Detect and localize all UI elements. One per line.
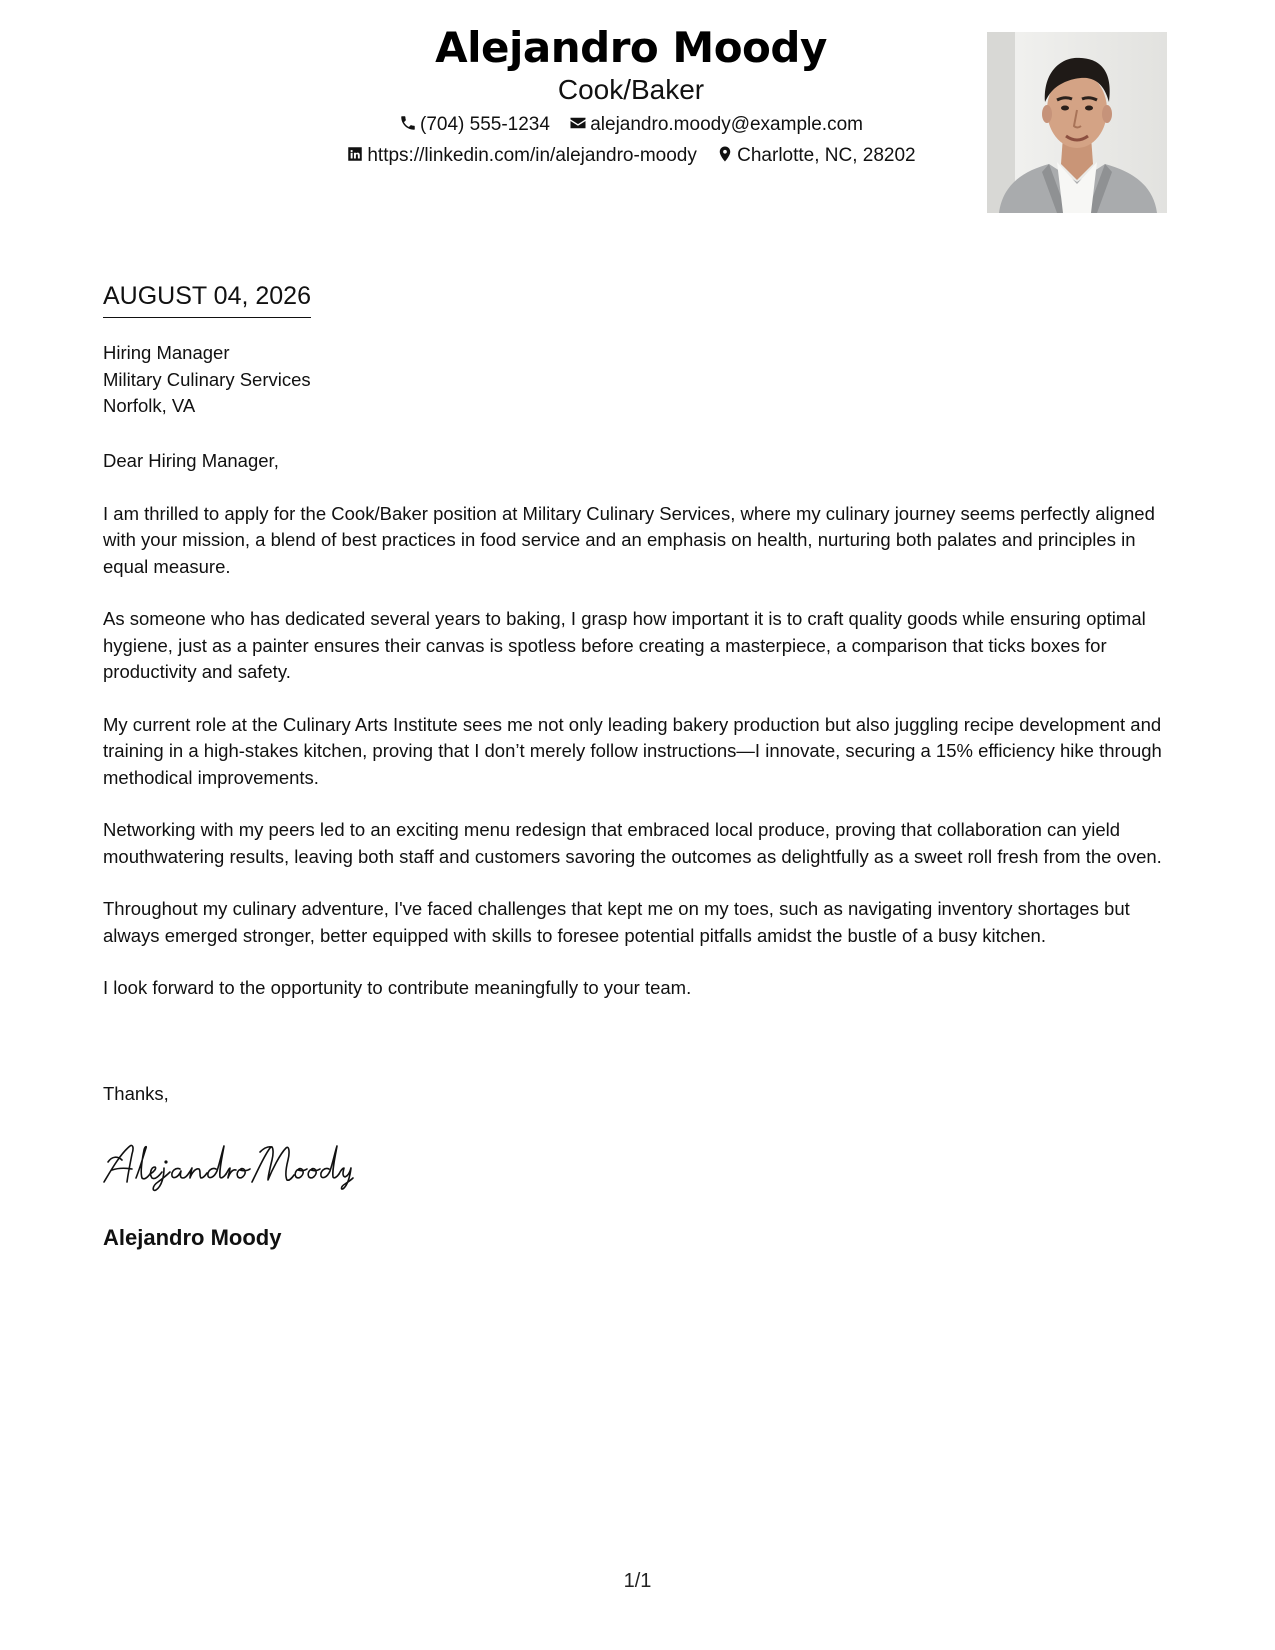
location-contact (716, 144, 916, 168)
body-paragraph: I look forward to the opportunity to contribute meaningfully to your team. (103, 977, 692, 998)
body-paragraph: Networking with my peers led to an exciting menu redesign that embraced local produce, proving that collaboration can yield mouthwatering results, leaving both staff and customers savoring the outcomes as delightfully as a sweet roll fresh from the oven. (103, 819, 1162, 867)
phone-number: (704) 555-1234 (420, 114, 550, 135)
job-title: Cook/Baker (557, 74, 705, 105)
salutation: Dear Hiring Manager, (103, 450, 279, 471)
signature-image (100, 1138, 365, 1193)
letter-date: AUGUST 04, 2026 (103, 281, 311, 318)
profile-photo (987, 32, 1167, 213)
applicant-name: Alejandro Moody (435, 23, 827, 72)
letter-body (103, 448, 1183, 1028)
recipient-location: Norfolk, VA (103, 395, 196, 416)
envelope-icon (569, 114, 587, 132)
body-paragraph: My current role at the Culinary Arts Institute sees me not only leading bakery production but also juggling recipe development and training in a high-stakes kitchen, proving that I don’t merely follow instructions—I innovate, securing a 15% efficiency hike through methodical improvements. (103, 713, 1162, 788)
linkedin-icon (346, 145, 364, 163)
location-text: Charlotte, NC, 28202 (737, 145, 916, 166)
linkedin-url[interactable]: https://linkedin.com/in/alejandro-moody (367, 145, 697, 166)
recipient-block (103, 340, 311, 420)
signer-name: Alejandro Moody (103, 1225, 282, 1250)
email-address[interactable]: alejandro.moody@example.com (590, 114, 863, 135)
linkedin-contact[interactable] (346, 144, 697, 168)
recipient-name: Hiring Manager (103, 342, 230, 363)
body-paragraph: I am thrilled to apply for the Cook/Baker position at Military Culinary Services, where my culinary journey seems perfectly aligned with your mission, a blend of best practices in food service and an emphasis on health, nurturing both palates and principles in equal measure. (103, 502, 1155, 577)
phone-icon (399, 114, 417, 132)
handwritten-signature (100, 1138, 365, 1198)
body-paragraph: Throughout my culinary adventure, I've faced challenges that kept me on my toes, such as navigating inventory shortages but always emerged stronger, better equipped with skills to foresee potential pitfalls amidst the bustle of a busy kitchen. (103, 898, 1130, 946)
email-contact[interactable] (569, 113, 863, 137)
closing: Thanks, (103, 1083, 169, 1104)
map-pin-icon (716, 145, 734, 163)
phone-contact (399, 113, 550, 137)
page-number: 1/1 (623, 1570, 652, 1592)
body-paragraph: As someone who has dedicated several years to baking, I grasp how important it is to craft quality goods while ensuring optimal hygiene, just as a painter ensures their canvas is spotless before creating a masterpiece, a comparison that ticks boxes for productivity and safety. (103, 608, 1146, 682)
portrait-image (987, 32, 1167, 213)
recipient-company: Military Culinary Services (103, 368, 311, 390)
